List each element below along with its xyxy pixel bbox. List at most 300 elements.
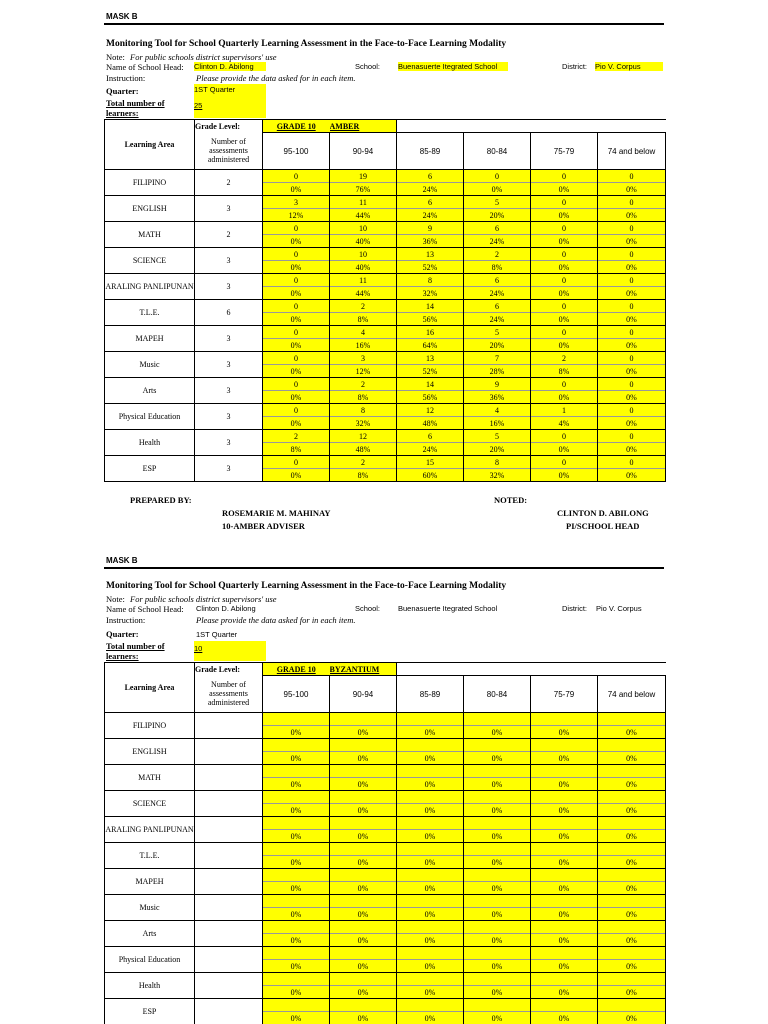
score-cell[interactable] (330, 352, 397, 378)
learner-count[interactable] (598, 765, 665, 778)
score-cell[interactable] (330, 947, 397, 973)
learner-count[interactable]: 0 (598, 430, 665, 443)
score-cell[interactable] (397, 921, 464, 947)
learner-count[interactable]: 5 (464, 430, 530, 443)
learner-count[interactable] (598, 817, 665, 830)
score-cell[interactable] (598, 895, 666, 921)
score-cell[interactable] (330, 170, 397, 196)
learner-count[interactable]: 2 (464, 248, 530, 261)
learner-count[interactable] (531, 791, 597, 804)
score-cell[interactable] (464, 817, 531, 843)
score-cell[interactable] (263, 791, 330, 817)
score-cell[interactable] (531, 921, 598, 947)
score-cell[interactable] (263, 713, 330, 739)
learner-count[interactable]: 2 (531, 352, 597, 365)
learner-count[interactable] (330, 869, 396, 882)
score-cell[interactable] (263, 352, 330, 378)
learner-count[interactable]: 0 (598, 378, 665, 391)
learner-count[interactable]: 16 (397, 326, 463, 339)
score-cell[interactable] (263, 248, 330, 274)
assessments-count[interactable] (195, 869, 263, 895)
assessments-count[interactable] (195, 739, 263, 765)
assessments-count[interactable] (195, 973, 263, 999)
learner-count[interactable]: 8 (330, 404, 396, 417)
learner-count[interactable]: 10 (330, 248, 396, 261)
learner-count[interactable]: 0 (598, 326, 665, 339)
learner-count[interactable] (531, 817, 597, 830)
learner-count[interactable]: 0 (263, 352, 329, 365)
learner-count[interactable] (531, 765, 597, 778)
learner-count[interactable]: 2 (330, 456, 396, 469)
learner-count[interactable]: 5 (464, 326, 530, 339)
learner-count[interactable] (263, 921, 329, 934)
score-cell[interactable] (598, 222, 666, 248)
score-cell[interactable] (330, 404, 397, 430)
learner-count[interactable] (397, 843, 463, 856)
learner-count[interactable] (397, 921, 463, 934)
learner-count[interactable]: 8 (464, 456, 530, 469)
score-cell[interactable] (330, 456, 397, 482)
learner-count[interactable]: 14 (397, 378, 463, 391)
learner-count[interactable] (598, 843, 665, 856)
score-cell[interactable] (464, 999, 531, 1024)
score-cell[interactable] (330, 713, 397, 739)
learner-count[interactable]: 0 (531, 430, 597, 443)
assessments-count[interactable] (195, 843, 263, 869)
learner-count[interactable] (263, 765, 329, 778)
score-cell[interactable] (531, 326, 598, 352)
learner-count[interactable] (263, 817, 329, 830)
score-cell[interactable] (330, 999, 397, 1024)
score-cell[interactable] (598, 248, 666, 274)
score-cell[interactable] (397, 947, 464, 973)
score-cell[interactable] (464, 222, 531, 248)
learner-count[interactable] (397, 895, 463, 908)
learner-count[interactable] (263, 739, 329, 752)
assessments-count[interactable] (195, 947, 263, 973)
score-cell[interactable] (263, 999, 330, 1024)
score-cell[interactable] (531, 739, 598, 765)
learner-count[interactable]: 9 (464, 378, 530, 391)
score-cell[interactable] (397, 843, 464, 869)
score-cell[interactable] (464, 791, 531, 817)
score-cell[interactable] (397, 300, 464, 326)
assessments-count[interactable]: 3 (195, 274, 263, 300)
learner-count[interactable]: 0 (598, 170, 665, 183)
learner-count[interactable] (397, 765, 463, 778)
learner-count[interactable]: 3 (330, 352, 396, 365)
learner-count[interactable]: 13 (397, 352, 463, 365)
learner-count[interactable] (531, 739, 597, 752)
score-cell[interactable] (464, 921, 531, 947)
learner-count[interactable] (531, 713, 597, 726)
quarter-value[interactable]: 1ST Quarter (194, 84, 266, 98)
learner-count[interactable]: 5 (464, 196, 530, 209)
score-cell[interactable] (330, 326, 397, 352)
learner-count[interactable]: 0 (598, 196, 665, 209)
score-cell[interactable] (531, 222, 598, 248)
assessments-count[interactable]: 3 (195, 352, 263, 378)
score-cell[interactable] (531, 378, 598, 404)
score-cell[interactable] (397, 739, 464, 765)
learner-count[interactable] (598, 713, 665, 726)
learner-count[interactable]: 0 (531, 326, 597, 339)
learner-count[interactable] (598, 895, 665, 908)
assessments-count[interactable]: 3 (195, 378, 263, 404)
score-cell[interactable] (397, 170, 464, 196)
assessments-count[interactable]: 3 (195, 196, 263, 222)
score-cell[interactable] (263, 921, 330, 947)
learner-count[interactable]: 0 (531, 378, 597, 391)
learner-count[interactable] (263, 713, 329, 726)
learner-count[interactable] (464, 999, 530, 1012)
learner-count[interactable]: 0 (263, 300, 329, 313)
score-cell[interactable] (464, 843, 531, 869)
learner-count[interactable]: 0 (598, 300, 665, 313)
learner-count[interactable]: 6 (397, 430, 463, 443)
score-cell[interactable] (464, 196, 531, 222)
learner-count[interactable] (531, 947, 597, 960)
learner-count[interactable]: 6 (464, 274, 530, 287)
learner-count[interactable] (531, 921, 597, 934)
score-cell[interactable] (330, 817, 397, 843)
score-cell[interactable] (464, 947, 531, 973)
score-cell[interactable] (598, 843, 666, 869)
score-cell[interactable] (531, 248, 598, 274)
learner-count[interactable] (397, 869, 463, 882)
score-cell[interactable] (531, 430, 598, 456)
score-cell[interactable] (598, 456, 666, 482)
score-cell[interactable] (397, 378, 464, 404)
score-cell[interactable] (263, 430, 330, 456)
learner-count[interactable]: 0 (263, 222, 329, 235)
score-cell[interactable] (464, 248, 531, 274)
learner-count[interactable] (397, 999, 463, 1012)
score-cell[interactable] (397, 352, 464, 378)
score-cell[interactable] (263, 973, 330, 999)
learner-count[interactable]: 0 (263, 326, 329, 339)
learner-count[interactable] (598, 921, 665, 934)
assessments-count[interactable] (195, 791, 263, 817)
score-cell[interactable] (397, 222, 464, 248)
score-cell[interactable] (598, 352, 666, 378)
learner-count[interactable] (598, 947, 665, 960)
learner-count[interactable] (464, 921, 530, 934)
score-cell[interactable] (464, 300, 531, 326)
assessments-count[interactable] (195, 765, 263, 791)
score-cell[interactable] (531, 973, 598, 999)
score-cell[interactable] (598, 791, 666, 817)
learner-count[interactable]: 0 (263, 170, 329, 183)
learner-count[interactable]: 0 (531, 170, 597, 183)
score-cell[interactable] (531, 791, 598, 817)
score-cell[interactable] (464, 326, 531, 352)
learners-value[interactable]: 10 (194, 641, 266, 661)
score-cell[interactable] (598, 921, 666, 947)
learner-count[interactable] (330, 791, 396, 804)
score-cell[interactable] (397, 196, 464, 222)
learner-count[interactable] (397, 947, 463, 960)
grade-level-value[interactable]: GRADE 10 (263, 663, 330, 676)
score-cell[interactable] (598, 404, 666, 430)
score-cell[interactable] (598, 378, 666, 404)
assessments-count[interactable]: 2 (195, 170, 263, 196)
score-cell[interactable] (531, 843, 598, 869)
learner-count[interactable]: 10 (330, 222, 396, 235)
score-cell[interactable] (531, 196, 598, 222)
grade-level-value[interactable]: GRADE 10 (263, 120, 330, 133)
learner-count[interactable]: 7 (464, 352, 530, 365)
score-cell[interactable] (397, 274, 464, 300)
learner-count[interactable] (263, 843, 329, 856)
assessments-count[interactable]: 3 (195, 248, 263, 274)
learner-count[interactable] (263, 973, 329, 986)
score-cell[interactable] (397, 248, 464, 274)
score-cell[interactable] (397, 791, 464, 817)
score-cell[interactable] (531, 352, 598, 378)
score-cell[interactable] (598, 274, 666, 300)
score-cell[interactable] (598, 999, 666, 1024)
score-cell[interactable] (531, 713, 598, 739)
section-name-value[interactable]: BYZANTIUM (330, 663, 397, 676)
score-cell[interactable] (263, 456, 330, 482)
score-cell[interactable] (464, 869, 531, 895)
score-cell[interactable] (464, 274, 531, 300)
learner-count[interactable]: 0 (263, 378, 329, 391)
score-cell[interactable] (464, 170, 531, 196)
assessments-count[interactable]: 3 (195, 430, 263, 456)
score-cell[interactable] (330, 869, 397, 895)
learner-count[interactable]: 0 (531, 196, 597, 209)
score-cell[interactable] (464, 713, 531, 739)
learner-count[interactable] (397, 713, 463, 726)
score-cell[interactable] (531, 300, 598, 326)
assessments-count[interactable]: 6 (195, 300, 263, 326)
learner-count[interactable] (598, 739, 665, 752)
learner-count[interactable] (397, 739, 463, 752)
score-cell[interactable] (263, 895, 330, 921)
learner-count[interactable] (330, 895, 396, 908)
learner-count[interactable]: 14 (397, 300, 463, 313)
learner-count[interactable] (397, 817, 463, 830)
score-cell[interactable] (598, 300, 666, 326)
score-cell[interactable] (397, 973, 464, 999)
learner-count[interactable]: 8 (397, 274, 463, 287)
learner-count[interactable] (464, 895, 530, 908)
learner-count[interactable]: 15 (397, 456, 463, 469)
learner-count[interactable] (464, 947, 530, 960)
score-cell[interactable] (397, 404, 464, 430)
learner-count[interactable] (263, 791, 329, 804)
learner-count[interactable] (464, 765, 530, 778)
score-cell[interactable] (531, 895, 598, 921)
learner-count[interactable] (330, 765, 396, 778)
learner-count[interactable]: 0 (531, 456, 597, 469)
score-cell[interactable] (263, 843, 330, 869)
score-cell[interactable] (263, 196, 330, 222)
score-cell[interactable] (330, 430, 397, 456)
learner-count[interactable]: 19 (330, 170, 396, 183)
learner-count[interactable] (263, 895, 329, 908)
score-cell[interactable] (464, 895, 531, 921)
score-cell[interactable] (263, 765, 330, 791)
assessments-count[interactable] (195, 999, 263, 1024)
score-cell[interactable] (263, 947, 330, 973)
learner-count[interactable]: 6 (464, 222, 530, 235)
score-cell[interactable] (263, 404, 330, 430)
learner-count[interactable] (464, 869, 530, 882)
score-cell[interactable] (263, 170, 330, 196)
learner-count[interactable] (464, 973, 530, 986)
score-cell[interactable] (330, 765, 397, 791)
learner-count[interactable]: 0 (598, 248, 665, 261)
quarter-value[interactable]: 1ST Quarter (196, 630, 238, 639)
score-cell[interactable] (330, 378, 397, 404)
learner-count[interactable]: 0 (531, 248, 597, 261)
learner-count[interactable] (464, 817, 530, 830)
score-cell[interactable] (464, 973, 531, 999)
learner-count[interactable] (464, 713, 530, 726)
assessments-count[interactable] (195, 713, 263, 739)
score-cell[interactable] (598, 430, 666, 456)
score-cell[interactable] (397, 869, 464, 895)
score-cell[interactable] (397, 326, 464, 352)
score-cell[interactable] (263, 274, 330, 300)
learner-count[interactable]: 0 (531, 300, 597, 313)
score-cell[interactable] (397, 817, 464, 843)
learner-count[interactable] (330, 817, 396, 830)
district-value[interactable]: Pio V. Corpus (595, 62, 663, 71)
learner-count[interactable]: 0 (598, 222, 665, 235)
learner-count[interactable] (598, 973, 665, 986)
assessments-count[interactable]: 2 (195, 222, 263, 248)
score-cell[interactable] (330, 196, 397, 222)
score-cell[interactable] (598, 713, 666, 739)
learner-count[interactable]: 0 (531, 274, 597, 287)
learner-count[interactable] (263, 999, 329, 1012)
learner-count[interactable]: 0 (598, 352, 665, 365)
score-cell[interactable] (464, 739, 531, 765)
score-cell[interactable] (263, 300, 330, 326)
learner-count[interactable]: 2 (330, 378, 396, 391)
learner-count[interactable]: 4 (330, 326, 396, 339)
learner-count[interactable] (330, 999, 396, 1012)
assessments-count[interactable]: 3 (195, 326, 263, 352)
score-cell[interactable] (464, 378, 531, 404)
score-cell[interactable] (598, 170, 666, 196)
score-cell[interactable] (531, 170, 598, 196)
learner-count[interactable] (531, 895, 597, 908)
learner-count[interactable]: 0 (263, 248, 329, 261)
learner-count[interactable]: 1 (531, 404, 597, 417)
learner-count[interactable] (464, 739, 530, 752)
score-cell[interactable] (598, 739, 666, 765)
score-cell[interactable] (531, 869, 598, 895)
school-head-value[interactable]: Clinton D. Abilong (196, 604, 256, 613)
assessments-count[interactable]: 3 (195, 404, 263, 430)
assessments-count[interactable]: 3 (195, 456, 263, 482)
learner-count[interactable]: 9 (397, 222, 463, 235)
learner-count[interactable] (598, 869, 665, 882)
score-cell[interactable] (464, 456, 531, 482)
score-cell[interactable] (263, 817, 330, 843)
learner-count[interactable] (263, 947, 329, 960)
learner-count[interactable] (330, 843, 396, 856)
score-cell[interactable] (263, 378, 330, 404)
learner-count[interactable] (531, 973, 597, 986)
learner-count[interactable]: 0 (598, 404, 665, 417)
learner-count[interactable]: 0 (263, 274, 329, 287)
school-value[interactable]: Buenasuerte Itegrated School (398, 62, 508, 71)
school-head-value[interactable]: Clinton D. Abilong (194, 62, 266, 71)
score-cell[interactable] (397, 765, 464, 791)
learner-count[interactable] (330, 713, 396, 726)
score-cell[interactable] (330, 739, 397, 765)
score-cell[interactable] (464, 430, 531, 456)
score-cell[interactable] (531, 765, 598, 791)
score-cell[interactable] (598, 869, 666, 895)
learner-count[interactable]: 0 (598, 274, 665, 287)
score-cell[interactable] (598, 196, 666, 222)
learner-count[interactable] (397, 791, 463, 804)
score-cell[interactable] (397, 430, 464, 456)
learner-count[interactable] (464, 843, 530, 856)
score-cell[interactable] (397, 999, 464, 1024)
learner-count[interactable] (531, 999, 597, 1012)
score-cell[interactable] (330, 300, 397, 326)
score-cell[interactable] (598, 326, 666, 352)
score-cell[interactable] (464, 765, 531, 791)
score-cell[interactable] (263, 222, 330, 248)
score-cell[interactable] (598, 947, 666, 973)
learner-count[interactable] (330, 973, 396, 986)
score-cell[interactable] (598, 973, 666, 999)
learner-count[interactable]: 11 (330, 196, 396, 209)
learner-count[interactable]: 0 (531, 222, 597, 235)
learner-count[interactable] (330, 921, 396, 934)
learner-count[interactable] (531, 843, 597, 856)
learner-count[interactable]: 0 (263, 404, 329, 417)
learner-count[interactable] (397, 973, 463, 986)
learner-count[interactable]: 6 (464, 300, 530, 313)
learner-count[interactable]: 12 (330, 430, 396, 443)
learner-count[interactable] (263, 869, 329, 882)
score-cell[interactable] (330, 921, 397, 947)
score-cell[interactable] (397, 713, 464, 739)
assessments-count[interactable] (195, 817, 263, 843)
score-cell[interactable] (531, 456, 598, 482)
learner-count[interactable] (598, 999, 665, 1012)
learner-count[interactable]: 6 (397, 196, 463, 209)
assessments-count[interactable] (195, 921, 263, 947)
score-cell[interactable] (263, 326, 330, 352)
learner-count[interactable] (531, 869, 597, 882)
learner-count[interactable] (598, 791, 665, 804)
score-cell[interactable] (397, 895, 464, 921)
score-cell[interactable] (330, 791, 397, 817)
score-cell[interactable] (330, 274, 397, 300)
learner-count[interactable]: 4 (464, 404, 530, 417)
learner-count[interactable]: 0 (598, 456, 665, 469)
score-cell[interactable] (330, 843, 397, 869)
score-cell[interactable] (531, 817, 598, 843)
learner-count[interactable]: 6 (397, 170, 463, 183)
district-value[interactable]: Pio V. Corpus (596, 604, 642, 613)
learner-count[interactable] (464, 791, 530, 804)
score-cell[interactable] (330, 248, 397, 274)
learner-count[interactable]: 3 (263, 196, 329, 209)
score-cell[interactable] (330, 895, 397, 921)
